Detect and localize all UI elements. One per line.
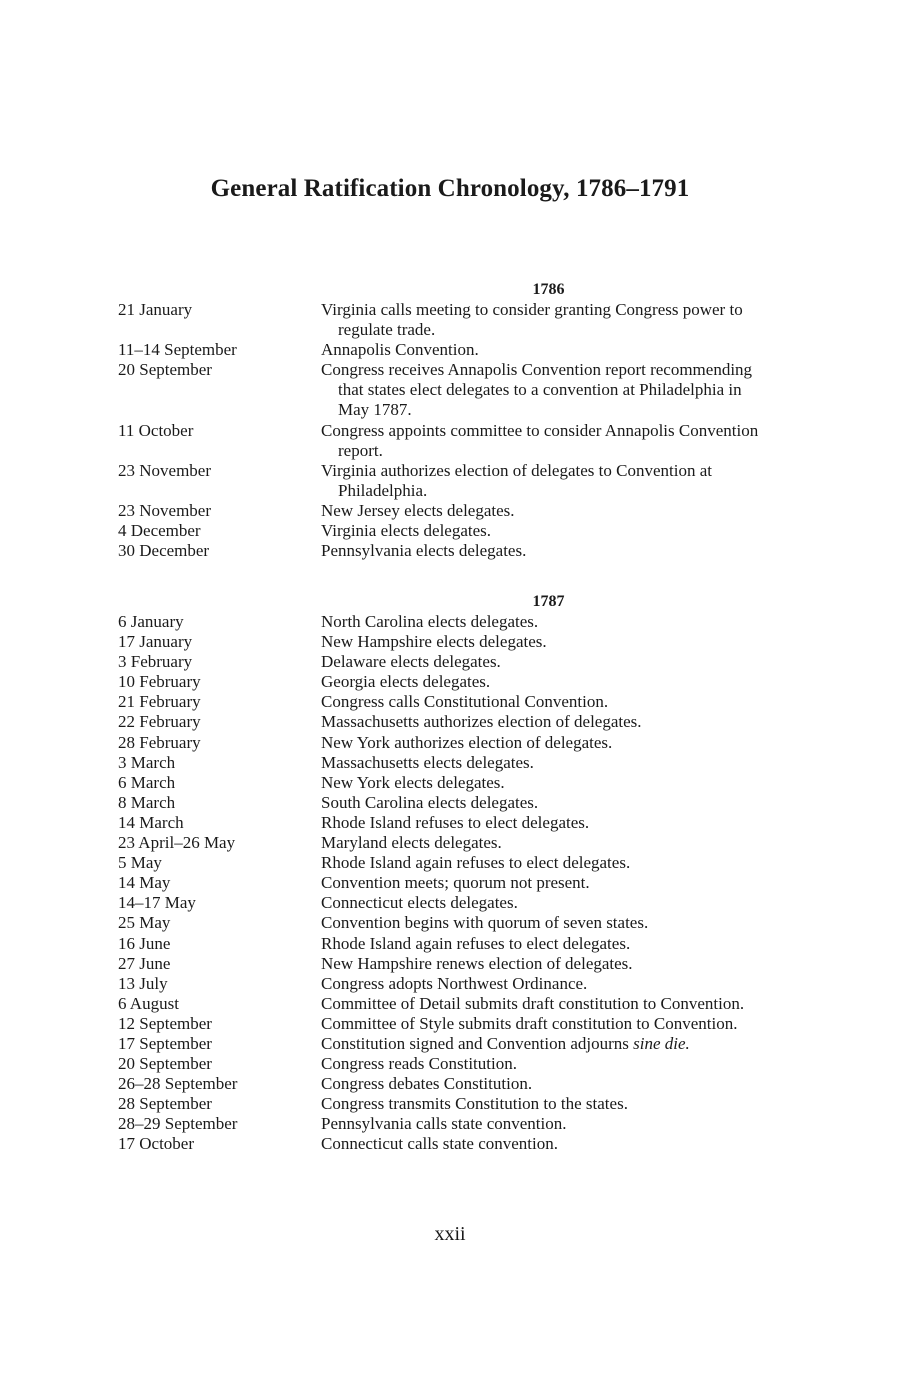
entry-date: 30 December: [118, 541, 210, 561]
chronology-entry: [118, 541, 798, 561]
entry-date: 11 October: [118, 420, 194, 440]
entry-event: Virginia elects delegates.: [321, 521, 492, 541]
page-number: xxii: [434, 1223, 466, 1245]
year-heading: 1787: [532, 593, 565, 610]
chronology-entry: [118, 773, 798, 793]
chronology-entry: [118, 873, 798, 893]
chronology-entry: [118, 793, 798, 813]
chronology-entry: [118, 1134, 798, 1154]
chronology-entry: [118, 1094, 798, 1114]
entry-date: 26–28 September: [118, 1074, 238, 1094]
entry-event: Rhode Island again refuses to elect delegates.: [321, 853, 631, 873]
entry-event: Convention begins with quorum of seven states.: [321, 913, 649, 933]
entry-date: 11–14 September: [118, 340, 237, 360]
entry-date: 6 March: [118, 772, 176, 792]
chronology-entry: [118, 501, 798, 521]
entry-event: Congress calls Constitutional Convention.: [321, 692, 609, 712]
entry-date: 17 October: [118, 1134, 195, 1154]
entry-event: Congress adopts Northwest Ordinance.: [321, 973, 588, 993]
chronology-entry: [118, 421, 798, 461]
entry-date: 12 September: [118, 1013, 212, 1033]
entry-date: 27 June: [118, 953, 171, 973]
chronology-entry: [118, 893, 798, 913]
entry-event: Pennsylvania calls state convention.: [321, 1114, 567, 1134]
chronology-entry: [118, 1054, 798, 1074]
entry-event: Committee of Style submits draft constitution to Convention.: [321, 1013, 738, 1033]
chronology-entry: [118, 521, 798, 541]
entry-date: 10 February: [118, 672, 201, 692]
chronology-entry: [118, 692, 798, 712]
chronology-entry: [118, 360, 798, 420]
entry-event: New York elects delegates.: [321, 772, 505, 792]
entry-event: Congress appoints committee to consider Annapolis Convention report.: [321, 420, 759, 460]
chronology-entry: [118, 340, 798, 360]
chronology-entry: [118, 954, 798, 974]
chronology-entry: [118, 913, 798, 933]
entry-event: Maryland elects delegates.: [321, 833, 502, 853]
entry-event: Delaware elects delegates.: [321, 652, 501, 672]
entry-date: 6 January: [118, 612, 184, 631]
chronology-entry: [118, 753, 798, 773]
entry-date: 3 March: [118, 752, 176, 772]
entry-event: Connecticut elects delegates.: [321, 893, 518, 913]
entry-date: 28–29 September: [118, 1114, 238, 1134]
entry-event: Annapolis Convention.: [321, 340, 479, 360]
chronology-entry: [118, 1114, 798, 1134]
entry-event: South Carolina elects delegates.: [321, 792, 539, 812]
entry-event: New Hampshire renews election of delegates.: [321, 953, 633, 973]
entry-date: 21 January: [118, 300, 193, 319]
entry-event-text: Constitution signed and Convention adjourns: [321, 1033, 629, 1053]
entry-date: 20 September: [118, 360, 212, 380]
entry-event: Georgia elects delegates.: [321, 672, 491, 692]
entry-event-italic: sine die.: [633, 1033, 690, 1053]
entry-date: 6 August: [118, 993, 179, 1013]
entry-event: Congress reads Constitution.: [321, 1054, 517, 1074]
chronology-entry: [118, 461, 798, 501]
chronology-entry: [118, 733, 798, 753]
entry-date: 20 September: [118, 1054, 212, 1074]
year-heading: 1786: [532, 281, 565, 298]
entry-event: North Carolina elects delegates.: [321, 612, 539, 631]
entry-date: 14 March: [118, 812, 184, 832]
entry-event: Virginia authorizes election of delegates to Convention at Philadelphia.: [321, 460, 712, 500]
entry-date: 16 June: [118, 933, 171, 953]
entry-event: Massachusetts authorizes election of delegates.: [321, 712, 642, 732]
entry-event: Pennsylvania elects delegates.: [321, 541, 527, 561]
entry-event: Congress debates Constitution.: [321, 1074, 533, 1094]
chronology-entry: [118, 632, 798, 652]
chronology-entry: [118, 974, 798, 994]
chronology-section-1786: [118, 280, 798, 561]
entry-date: 13 July: [118, 973, 168, 993]
entry-event: New Jersey elects delegates.: [321, 500, 515, 520]
chronology-entry: [118, 1014, 798, 1034]
chronology-entry: [118, 652, 798, 672]
entry-date: 23 November: [118, 500, 212, 520]
entry-date: 3 February: [118, 652, 193, 672]
chronology-entry: [118, 300, 798, 340]
entry-date: 5 May: [118, 853, 162, 873]
entry-event: Congress transmits Constitution to the states.: [321, 1094, 628, 1114]
entry-date: 25 May: [118, 913, 171, 933]
entry-date: 14 May: [118, 873, 171, 893]
entry-date: 17 January: [118, 632, 193, 652]
entry-date: 23 April–26 May: [118, 833, 236, 853]
chronology-entry: [118, 833, 798, 853]
chronology-entry: [118, 712, 798, 732]
entry-event: Committee of Detail submits draft constitution to Convention.: [321, 993, 745, 1013]
entry-date: 22 February: [118, 712, 201, 732]
entry-date: 28 February: [118, 732, 201, 752]
entry-date: 8 March: [118, 792, 176, 812]
entry-event: [321, 1034, 776, 1054]
entry-date: 4 December: [118, 521, 201, 541]
chronology-entry: [118, 994, 798, 1014]
chronology-entry: [118, 813, 798, 833]
entry-date: 23 November: [118, 460, 212, 480]
chronology-entry: [118, 1034, 798, 1054]
entry-date: 14–17 May: [118, 893, 196, 913]
entry-event: New Hampshire elects delegates.: [321, 632, 547, 652]
entry-event: Rhode Island refuses to elect delegates.: [321, 812, 590, 832]
entry-event: Rhode Island again refuses to elect delegates.: [321, 933, 631, 953]
entry-event: Connecticut calls state convention.: [321, 1134, 558, 1154]
entry-event: New York authorizes election of delegates.: [321, 732, 613, 752]
chronology-section-1787: [118, 592, 798, 1155]
chronology-entry: [118, 672, 798, 692]
chronology-entry: [118, 1074, 798, 1094]
entry-event: Massachusetts elects delegates.: [321, 752, 534, 772]
chronology-entry: [118, 934, 798, 954]
entry-date: 17 September: [118, 1033, 212, 1053]
chronology-entry: [118, 612, 798, 632]
entry-event: Congress receives Annapolis Convention report recommending that states elect delegates to a convention at Philadelphia in May 1787.: [321, 360, 753, 420]
entry-date: 21 February: [118, 692, 201, 712]
entry-event: Virginia calls meeting to consider granting Congress power to regulate trade.: [321, 300, 743, 340]
chronology-entry: [118, 853, 798, 873]
entry-date: 28 September: [118, 1094, 212, 1114]
page-title: General Ratification Chronology, 1786–1791: [210, 175, 690, 202]
entry-event: Convention meets; quorum not present.: [321, 873, 590, 893]
